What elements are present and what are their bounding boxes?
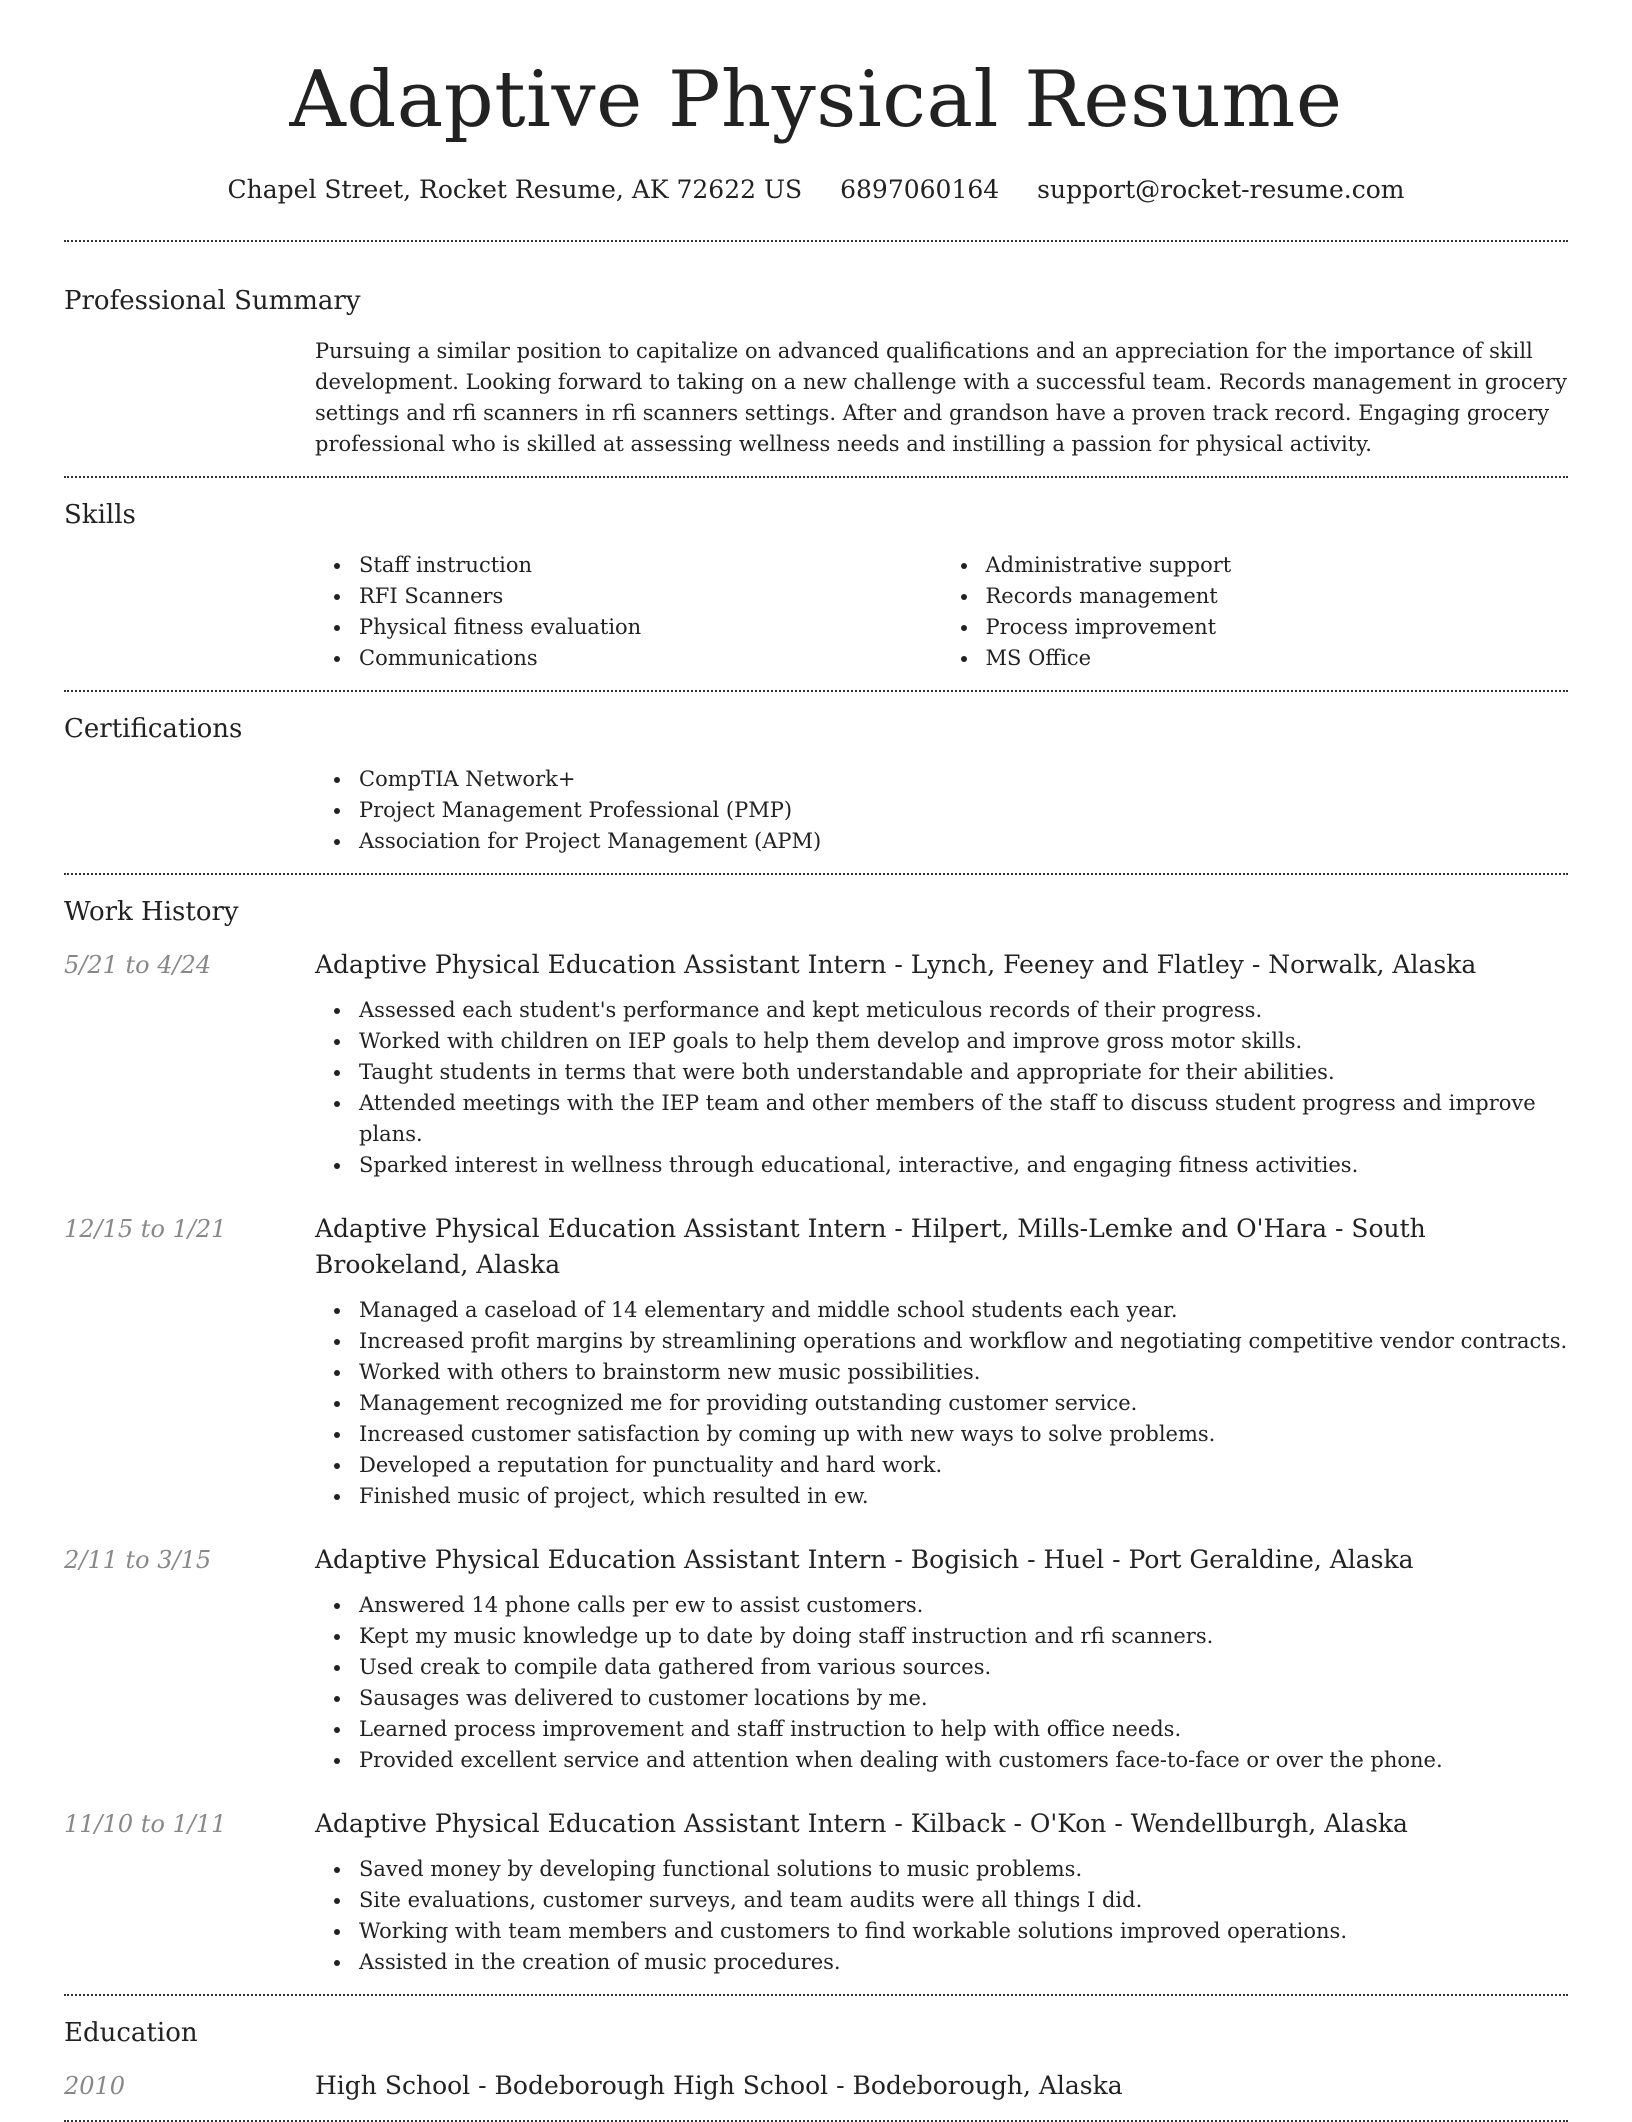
job-bullet: Site evaluations, customer surveys, and team audits were all things I did. [359, 1885, 1568, 1916]
education-date: 2010 [64, 2072, 126, 2100]
skill-item: Records management [986, 581, 1569, 612]
job-entry [64, 1542, 1568, 1776]
job-date: 2/11 to 3/15 [64, 1546, 212, 1574]
summary-section [64, 242, 1568, 476]
job-bullet: Working with team members and customers to find workable solutions improved operations. [359, 1916, 1568, 1947]
job-bullet: Managed a caseload of 14 elementary and middle school students each year. [359, 1295, 1568, 1326]
job-title: Adaptive Physical Education Assistant Intern - Kilback - O'Kon - Wendellburgh, Alaska [315, 1809, 1408, 1838]
job-bullet: Provided excellent service and attention when dealing with customers face-to-face or over the phone. [359, 1745, 1568, 1776]
contact-email: support@rocket-resume.com [1037, 175, 1405, 204]
job-date: 11/10 to 1/11 [64, 1810, 227, 1838]
resume-title: Adaptive Physical Resume [289, 55, 1343, 145]
job-bullet: Answered 14 phone calls per ew to assist customers. [359, 1590, 1568, 1621]
job-bullet: Assisted in the creation of music procedures. [359, 1947, 1568, 1978]
job-bullet: Taught students in terms that were both understandable and appropriate for their abilities. [359, 1057, 1568, 1088]
resume-page [64, 0, 1568, 2122]
skill-item: Staff instruction [359, 550, 942, 581]
education-title: High School - Bodeborough High School - Bodeborough, Alaska [315, 2071, 1123, 2100]
job-entry [64, 1211, 1568, 1512]
certifications-heading: Certifications [64, 714, 243, 744]
job-bullet: Assessed each student's performance and kept meticulous records of their progress. [359, 995, 1568, 1026]
skills-list-left [315, 550, 942, 674]
skills-heading: Skills [64, 500, 136, 530]
certifications-section [64, 692, 1568, 873]
skill-item: Administrative support [986, 550, 1569, 581]
certifications-list [315, 764, 1568, 857]
skill-item: MS Office [986, 643, 1569, 674]
job-bullets [315, 1854, 1568, 1978]
summary-heading: Professional Summary [64, 286, 361, 316]
job-bullet: Developed a reputation for punctuality and hard work. [359, 1450, 1568, 1481]
contact-phone: 6897060164 [840, 175, 1000, 204]
job-bullet: Saved money by developing functional solutions to music problems. [359, 1854, 1568, 1885]
education-heading: Education [64, 2018, 198, 2048]
job-bullet: Increased profit margins by streamlining operations and workflow and negotiating competitive vendor contracts. [359, 1326, 1568, 1357]
certification-item: Association for Project Management (APM) [359, 826, 1568, 857]
job-title: Adaptive Physical Education Assistant Intern - Bogisich - Huel - Port Geraldine, Alaska [315, 1545, 1414, 1574]
summary-text: Pursuing a similar position to capitalize on advanced qualifications and an appreciation for the importance of skill development. Looking forward to taking on a new challenge with a successful team. Records management in grocery settings and rfi scanners in rfi scanners settings. After and grandson have a proven track record. Engaging grocery professional who is skilled at assessing wellness needs and instilling a passion for physical activity. [315, 339, 1567, 456]
job-bullet: Kept my music knowledge up to date by doing staff instruction and rfi scanners. [359, 1621, 1568, 1652]
job-bullet: Attended meetings with the IEP team and other members of the staff to discuss student progress and improve plans. [359, 1088, 1568, 1150]
skill-item: Physical fitness evaluation [359, 612, 942, 643]
job-entry [64, 1806, 1568, 1978]
contact-line [64, 174, 1568, 206]
contact-address: Chapel Street, Rocket Resume, AK 72622 US [227, 175, 803, 204]
job-entry [64, 947, 1568, 1181]
skill-item: Process improvement [986, 612, 1569, 643]
job-title: Adaptive Physical Education Assistant Intern - Hilpert, Mills-Lemke and O'Hara - South Brookeland, Alaska [315, 1214, 1426, 1279]
job-bullet: Increased customer satisfaction by coming up with new ways to solve problems. [359, 1419, 1568, 1450]
skill-item: Communications [359, 643, 942, 674]
job-date: 5/21 to 4/24 [64, 951, 212, 979]
job-bullets [315, 1295, 1568, 1512]
work-history-heading: Work History [64, 897, 239, 927]
education-section [64, 1996, 1568, 2120]
skills-list-right [942, 550, 1569, 674]
education-entry [64, 2068, 1568, 2104]
job-bullet: Finished music of project, which resulted in ew. [359, 1481, 1568, 1512]
job-bullet: Used creak to compile data gathered from various sources. [359, 1652, 1568, 1683]
certification-item: Project Management Professional (PMP) [359, 795, 1568, 826]
job-bullet: Sausages was delivered to customer locations by me. [359, 1683, 1568, 1714]
certification-item: CompTIA Network+ [359, 764, 1568, 795]
job-bullet: Worked with others to brainstorm new music possibilities. [359, 1357, 1568, 1388]
job-bullet: Learned process improvement and staff instruction to help with office needs. [359, 1714, 1568, 1745]
skill-item: RFI Scanners [359, 581, 942, 612]
job-bullet: Management recognized me for providing outstanding customer service. [359, 1388, 1568, 1419]
skills-section [64, 478, 1568, 690]
job-title: Adaptive Physical Education Assistant Intern - Lynch, Feeney and Flatley - Norwalk, Alaska [315, 950, 1477, 979]
job-bullet: Worked with children on IEP goals to help them develop and improve gross motor skills. [359, 1026, 1568, 1057]
job-bullet: Sparked interest in wellness through educational, interactive, and engaging fitness activities. [359, 1150, 1568, 1181]
job-bullets [315, 995, 1568, 1181]
work-history-section [64, 875, 1568, 1994]
job-date: 12/15 to 1/21 [64, 1215, 227, 1243]
job-bullets [315, 1590, 1568, 1776]
